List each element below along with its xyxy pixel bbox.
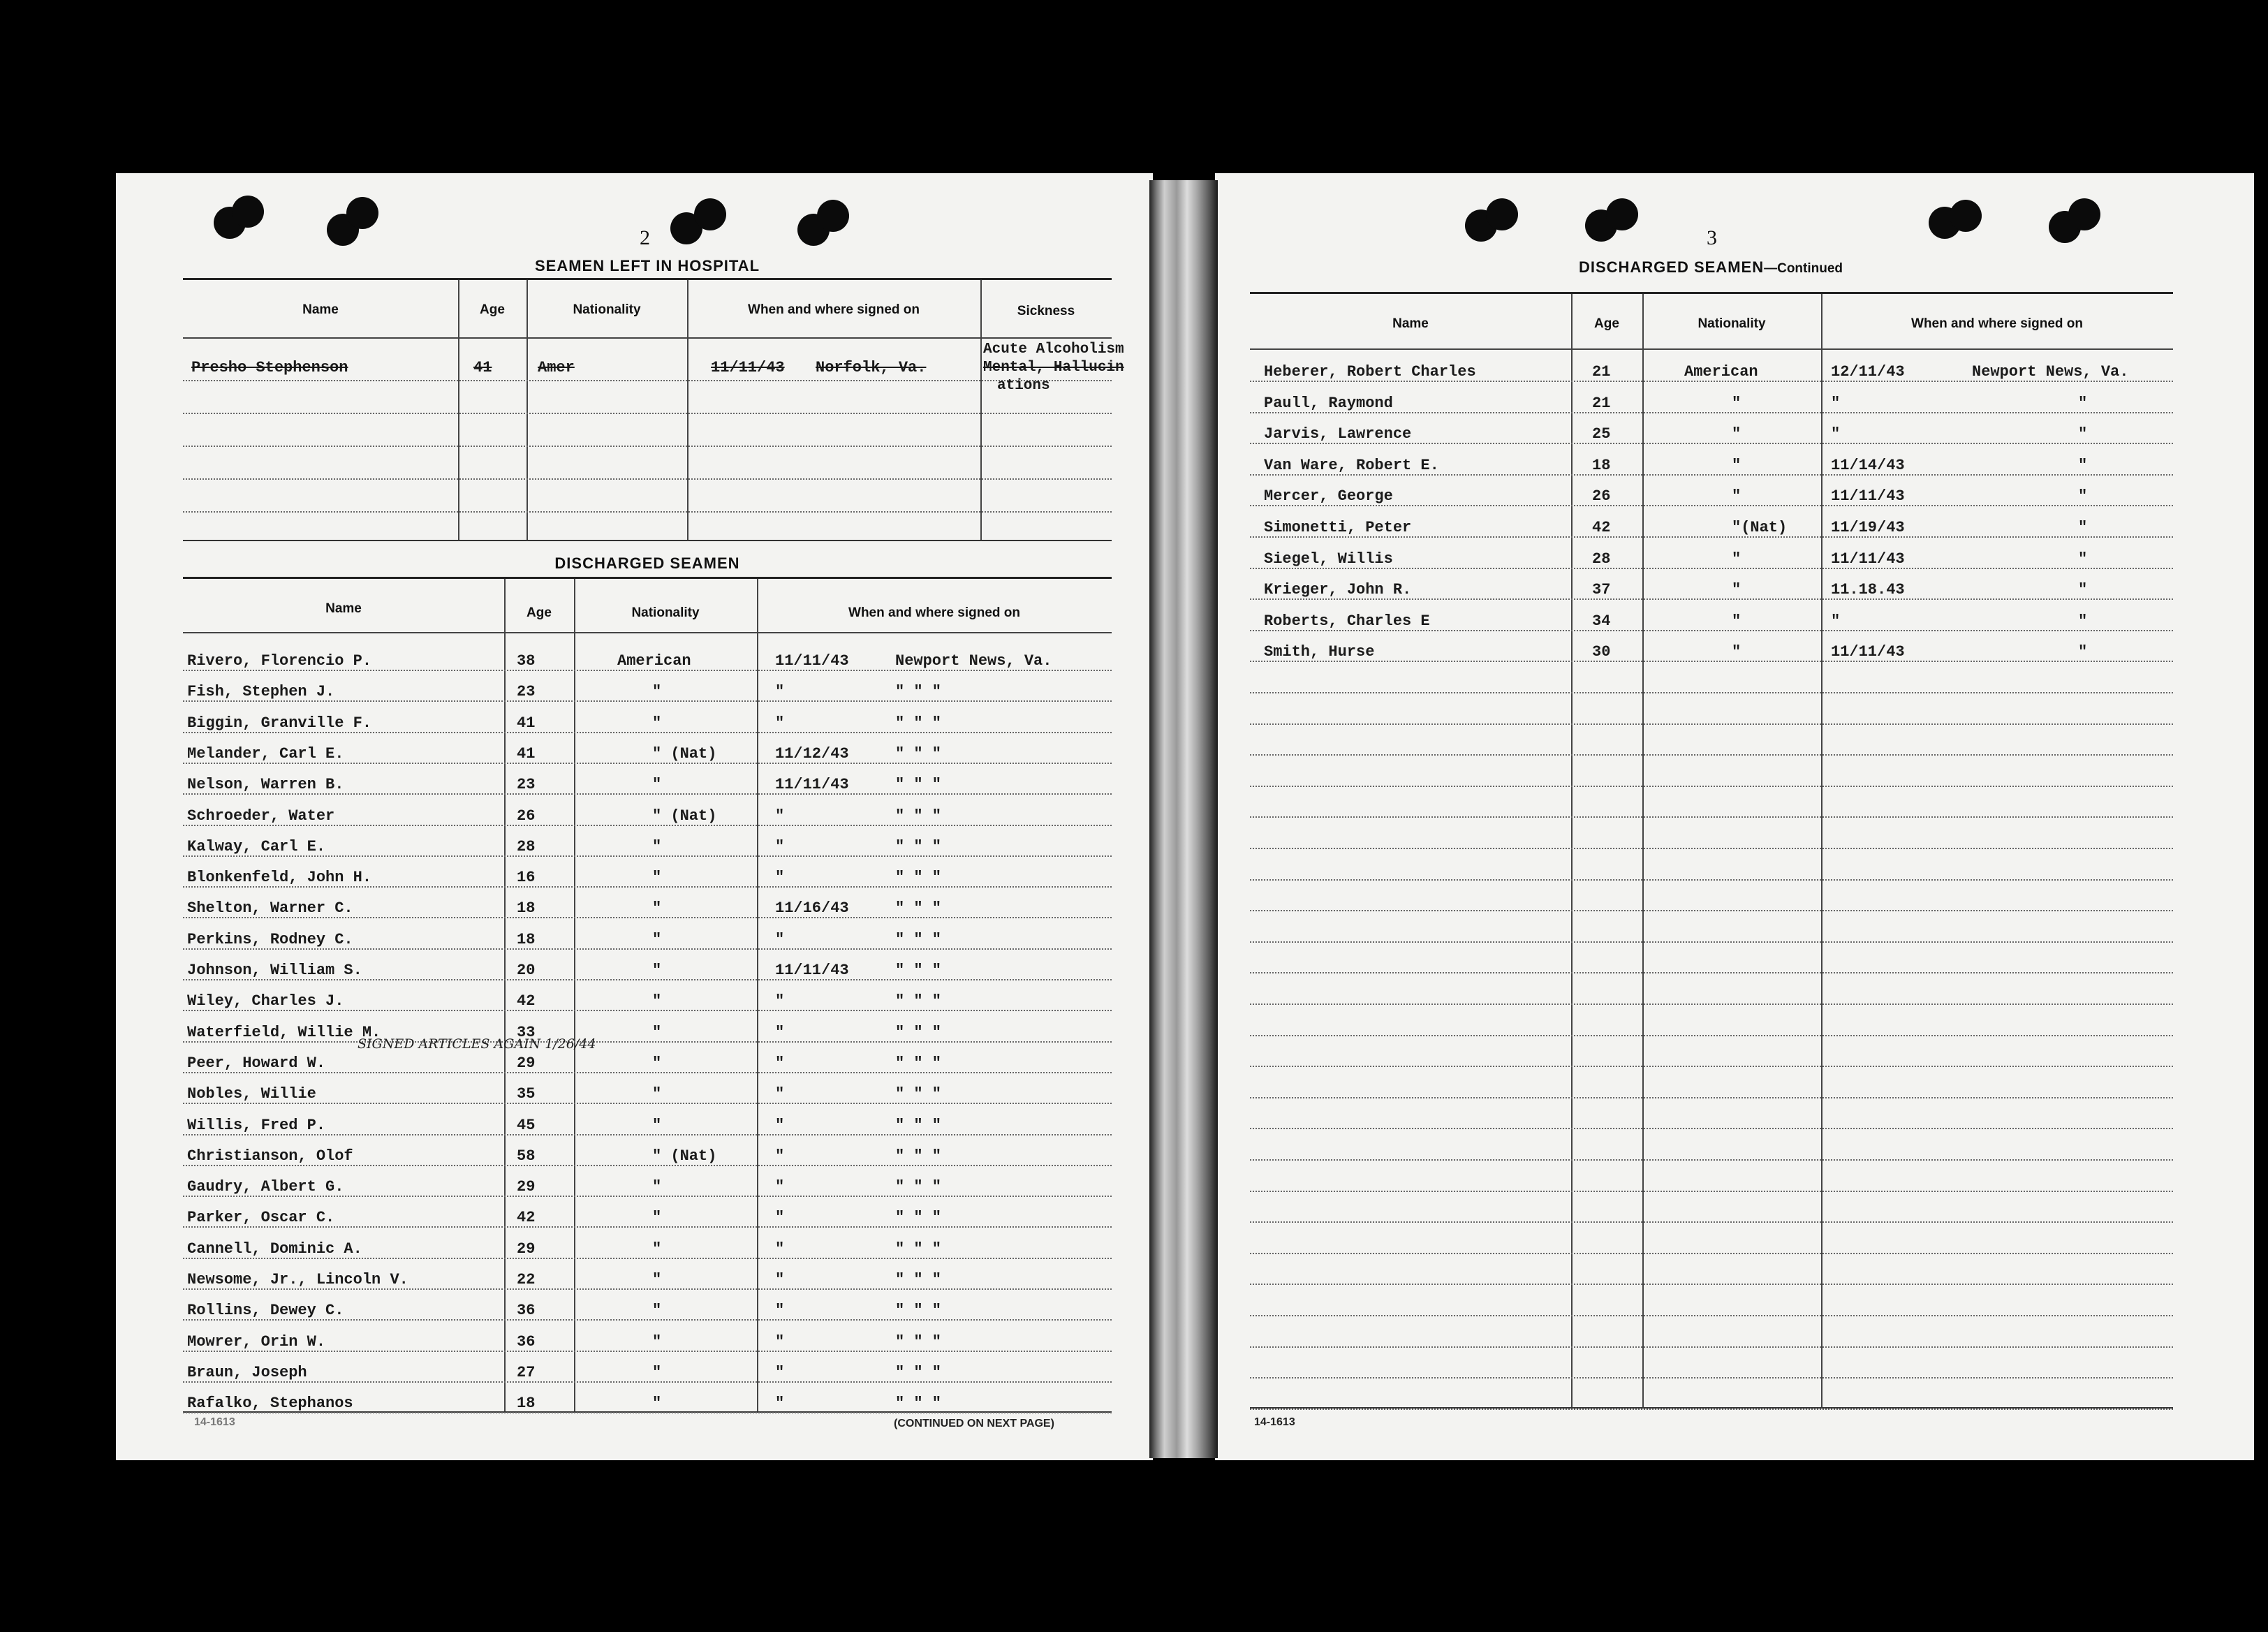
discharged-place: " (2078, 581, 2088, 599)
form-number: 14-1613 (194, 1416, 235, 1428)
discharged-name: Roberts, Charles E (1264, 612, 1430, 630)
discharged-place: " " " (895, 683, 942, 701)
discharged-age: 23 (517, 776, 536, 794)
discharged-age: 18 (1592, 456, 1611, 474)
discharged-name: Paull, Raymond (1264, 394, 1393, 412)
discharged-name: Kalway, Carl E. (187, 837, 326, 855)
discharged-nationality: " (1732, 643, 1742, 661)
discharged-age: 41 (517, 714, 536, 732)
discharged-date: " (775, 714, 785, 732)
discharged-date: 12/11/43 (1831, 363, 1905, 381)
discharged-nationality: " (652, 1240, 662, 1258)
discharged-place: " " " (895, 1085, 942, 1103)
discharged-nationality: " (652, 992, 662, 1010)
discharged-age: 28 (517, 837, 536, 855)
discharged-nationality: " (652, 869, 662, 887)
discharged-nationality: " (1732, 456, 1742, 474)
discharged-age: 29 (517, 1240, 536, 1258)
discharged-age: 42 (517, 992, 536, 1010)
discharged-nationality: " (1732, 550, 1742, 568)
punch-hole (1950, 200, 1982, 232)
discharged-age: 34 (1592, 612, 1611, 630)
column-header-name: Name (325, 601, 362, 616)
discharged-place: " " " (895, 1023, 942, 1041)
hospital-sickness-line: ations (997, 378, 1050, 394)
discharged-nationality: " (652, 1332, 662, 1351)
discharged-nationality: " (652, 899, 662, 918)
discharged-date: " (775, 1116, 785, 1134)
discharged-place: " " " (895, 776, 942, 794)
page-number: 3 (1707, 226, 1717, 249)
discharged-name: Fish, Stephen J. (187, 683, 335, 701)
discharged-age: 29 (517, 1178, 536, 1196)
discharged-nationality: "(Nat) (1732, 519, 1788, 536)
discharged-age: 25 (1592, 425, 1611, 443)
discharged-place: " " " (895, 899, 942, 918)
discharged-age: 29 (517, 1054, 536, 1072)
discharged-nationality: American (617, 652, 691, 670)
discharged-age: 42 (1592, 519, 1611, 536)
discharged-place: " " " (895, 1054, 942, 1072)
hospital-sickness-line: Acute Alcoholism (983, 341, 1124, 358)
discharged-date: 11/19/43 (1831, 519, 1905, 536)
discharged-place: " (2078, 487, 2088, 506)
discharged-date: " (775, 683, 785, 701)
discharged-place: " " " (895, 1178, 942, 1196)
discharged-place: " (2078, 425, 2088, 443)
discharged-nationality: " (652, 1363, 662, 1381)
discharged-name: Rivero, Florencio P. (187, 652, 372, 670)
discharged-place: " " " (895, 1363, 942, 1381)
title-text: DISCHARGED SEAMEN (1578, 258, 1765, 276)
hospital-place: Norfolk, Va. (816, 359, 927, 376)
discharged-name: Blonkenfeld, John H. (187, 869, 372, 887)
discharged-place: " " " (895, 1395, 942, 1413)
discharged-name: Braun, Joseph (187, 1363, 307, 1381)
discharged-place: " (2078, 612, 2088, 630)
discharged-place: " " " (895, 1271, 942, 1288)
discharged-date: " (775, 1363, 785, 1381)
discharged-age: 41 (517, 744, 536, 763)
discharged-name: Siegel, Willis (1264, 550, 1393, 568)
discharged-place: " " " (895, 1240, 942, 1258)
column-header-nationality: Nationality (631, 605, 700, 620)
discharged-place: " " " (895, 1209, 942, 1227)
discharged-place: " " " (895, 837, 942, 855)
discharged-place: " (2078, 456, 2088, 474)
discharged-date: " (775, 1209, 785, 1227)
discharged-place: " " " (895, 1332, 942, 1351)
discharged-continued-table (1250, 292, 2173, 1409)
discharged-age: 21 (1592, 363, 1611, 381)
discharged-nationality: " (652, 1209, 662, 1227)
discharged-place: " (2078, 519, 2088, 536)
discharged-name: Krieger, John R. (1264, 581, 1412, 599)
discharged-place: " " " (895, 930, 942, 948)
discharged-date: 11/11/43 (1831, 643, 1905, 661)
discharged-age: 18 (517, 899, 536, 918)
discharged-name: Christianson, Olof (187, 1147, 353, 1165)
discharged-date: " (775, 930, 785, 948)
title-suffix: —Continued (1764, 261, 1843, 276)
discharged-date: 11/12/43 (775, 744, 849, 763)
discharged-name: Schroeder, Water (187, 807, 335, 825)
form-number: 14-1613 (1254, 1416, 1295, 1428)
discharged-name: Peer, Howard W. (187, 1054, 326, 1072)
discharged-date: " (775, 1054, 785, 1072)
discharged-age: 26 (517, 807, 536, 825)
discharged-date: 11/11/43 (1831, 487, 1905, 506)
discharged-age: 33 (517, 1023, 536, 1041)
discharged-nationality: " (1732, 425, 1742, 443)
discharged-place: " " " (895, 744, 942, 763)
column-header-signed-on: When and where signed on (848, 605, 1020, 620)
discharged-place: Newport News, Va. (1972, 363, 2129, 381)
column-header-signed-on: When and where signed on (748, 302, 920, 317)
discharged-age: 18 (517, 1395, 536, 1413)
discharged-name: Jarvis, Lawrence (1264, 425, 1412, 443)
discharged-date: " (775, 1147, 785, 1165)
discharged-age: 36 (517, 1302, 536, 1320)
column-header-name: Name (1392, 316, 1429, 331)
discharged-date: " (1831, 394, 1841, 412)
discharged-name: Biggin, Granville F. (187, 714, 372, 732)
discharged-nationality: " (652, 1302, 662, 1320)
discharged-date: 11/14/43 (1831, 456, 1905, 474)
discharged-place: " " " (895, 992, 942, 1010)
discharged-name: Newsome, Jr., Lincoln V. (187, 1271, 408, 1288)
discharged-place: " " " (895, 1302, 942, 1320)
discharged-place: " " " (895, 807, 942, 825)
discharged-age: 21 (1592, 394, 1611, 412)
discharged-name: Melander, Carl E. (187, 744, 344, 763)
discharged-age: 18 (517, 930, 536, 948)
discharged-date: " (775, 1023, 785, 1041)
discharged-nationality: " (652, 1116, 662, 1134)
discharged-age: 36 (517, 1332, 536, 1351)
discharged-name: Smith, Hurse (1264, 643, 1375, 661)
discharged-nationality: " (652, 1085, 662, 1103)
handwritten-note: SIGNED ARTICLES AGAIN 1/26/44 (358, 1036, 596, 1052)
punch-hole (694, 198, 726, 230)
discharged-name: Cannell, Dominic A. (187, 1240, 362, 1258)
discharged-place: Newport News, Va. (895, 652, 1052, 670)
discharged-nationality: " (652, 1023, 662, 1041)
hospital-table (183, 278, 1124, 541)
punch-hole (2068, 198, 2100, 230)
discharged-age: 58 (517, 1147, 536, 1165)
hospital-name: Presho Stephenson (191, 359, 348, 376)
discharged-date: " (775, 1178, 785, 1196)
discharged-nationality: " (652, 1178, 662, 1196)
column-header-age: Age (480, 302, 505, 317)
discharged-date: " (775, 1271, 785, 1288)
discharged-name: Heberer, Robert Charles (1264, 363, 1476, 381)
discharged-place: " " " (895, 869, 942, 887)
discharged-place: " " " (895, 1116, 942, 1134)
discharged-age: 16 (517, 869, 536, 887)
column-header-age: Age (526, 605, 552, 620)
discharged-date: " (1831, 612, 1841, 630)
discharged-name: Gaudry, Albert G. (187, 1178, 344, 1196)
discharged-nationality: " (1732, 487, 1742, 506)
discharged-nationality: " (652, 837, 662, 855)
discharged-name: Van Ware, Robert E. (1264, 456, 1439, 474)
discharged-date: 11/11/43 (775, 652, 849, 670)
column-header-nationality: Nationality (573, 302, 641, 317)
discharged-nationality: " (Nat) (652, 807, 717, 825)
discharged-date: " (775, 807, 785, 825)
page-number: 2 (640, 226, 650, 249)
discharged-name: Mowrer, Orin W. (187, 1332, 326, 1351)
discharged-name: Rollins, Dewey C. (187, 1302, 344, 1320)
hospital-age: 41 (473, 359, 492, 376)
discharged-name: Nobles, Willie (187, 1085, 316, 1103)
discharged-place: " (2078, 394, 2088, 412)
discharged-place: " " " (895, 1147, 942, 1165)
column-header-signed-on: When and where signed on (1911, 316, 2083, 331)
discharged-age: 35 (517, 1085, 536, 1103)
discharged-nationality: " (1732, 394, 1742, 412)
discharged-name: Shelton, Warner C. (187, 899, 353, 918)
hospital-sickness-line: Mental, Hallucin (983, 360, 1124, 376)
column-header-name: Name (302, 302, 339, 317)
discharged-date: 11/11/43 (775, 962, 849, 979)
discharged-name: Mercer, George (1264, 487, 1393, 506)
discharged-date: " (775, 1240, 785, 1258)
discharged-nationality: " (652, 1054, 662, 1072)
discharged-age: 45 (517, 1116, 536, 1134)
discharged-date: " (775, 837, 785, 855)
discharged-date: 11/11/43 (1831, 550, 1905, 568)
punch-hole (346, 197, 378, 229)
continued-note: (CONTINUED ON NEXT PAGE) (894, 1418, 1054, 1429)
hospital-nationality: Amer (538, 359, 575, 376)
discharged-age: 42 (517, 1209, 536, 1227)
column-header-nationality: Nationality (1698, 316, 1766, 331)
discharged-age: 26 (1592, 487, 1611, 506)
discharged-age: 27 (517, 1363, 536, 1381)
discharged-nationality: " (652, 714, 662, 732)
discharged-nationality: " (1732, 612, 1742, 630)
discharged-date: " (1831, 425, 1841, 443)
discharged-name: Johnson, William S. (187, 962, 362, 979)
discharged-place: " (2078, 550, 2088, 568)
discharged-date: 11/16/43 (775, 899, 849, 918)
column-header-sickness: Sickness (1017, 304, 1075, 318)
punch-hole (1486, 198, 1518, 230)
discharged-place: " " " (895, 962, 942, 979)
discharged-nationality: " (Nat) (652, 744, 717, 763)
discharged-section-title: DISCHARGED SEAMEN (554, 554, 740, 572)
discharged-date: " (775, 869, 785, 887)
discharged-age: 38 (517, 652, 536, 670)
discharged-age: 20 (517, 962, 536, 979)
discharged-date: " (775, 1302, 785, 1320)
discharged-continued-title (1250, 258, 2172, 277)
discharged-nationality: " (652, 930, 662, 948)
discharged-date: " (775, 1332, 785, 1351)
discharged-date: 11.18.43 (1831, 581, 1905, 599)
hospital-date: 11/11/43 (711, 359, 785, 376)
discharged-table (183, 577, 1112, 1413)
discharged-date: 11/11/43 (775, 776, 849, 794)
discharged-date: " (775, 992, 785, 1010)
discharged-age: 22 (517, 1271, 536, 1288)
discharged-nationality: " (652, 1271, 662, 1288)
discharged-name: Wiley, Charles J. (187, 992, 344, 1010)
column-header-age: Age (1594, 316, 1619, 331)
discharged-nationality: " (Nat) (652, 1147, 717, 1165)
discharged-name: Perkins, Rodney C. (187, 930, 353, 948)
discharged-date: " (775, 1085, 785, 1103)
discharged-name: Parker, Oscar C. (187, 1209, 335, 1227)
punch-hole (1606, 198, 1638, 230)
discharged-age: 23 (517, 683, 536, 701)
discharged-age: 37 (1592, 581, 1611, 599)
discharged-name: Waterfield, Willie M. (187, 1023, 381, 1041)
discharged-name: Rafalko, Stephanos (187, 1395, 353, 1413)
discharged-nationality: American (1684, 363, 1758, 381)
discharged-place: " " " (895, 714, 942, 732)
discharged-place: " (2078, 643, 2088, 661)
discharged-name: Nelson, Warren B. (187, 776, 344, 794)
discharged-nationality: " (652, 776, 662, 794)
discharged-nationality: " (1732, 581, 1742, 599)
discharged-name: Simonetti, Peter (1264, 519, 1412, 536)
discharged-nationality: " (652, 962, 662, 979)
discharged-nationality: " (652, 683, 662, 701)
discharged-date: " (775, 1395, 785, 1413)
discharged-age: 30 (1592, 643, 1611, 661)
hospital-section-title: SEAMEN LEFT IN HOSPITAL (534, 257, 760, 274)
discharged-name: Willis, Fred P. (187, 1116, 326, 1134)
punch-hole (232, 196, 264, 228)
discharged-nationality: " (652, 1395, 662, 1413)
book-spine (1149, 180, 1218, 1458)
punch-hole (817, 200, 849, 232)
discharged-age: 28 (1592, 550, 1611, 568)
